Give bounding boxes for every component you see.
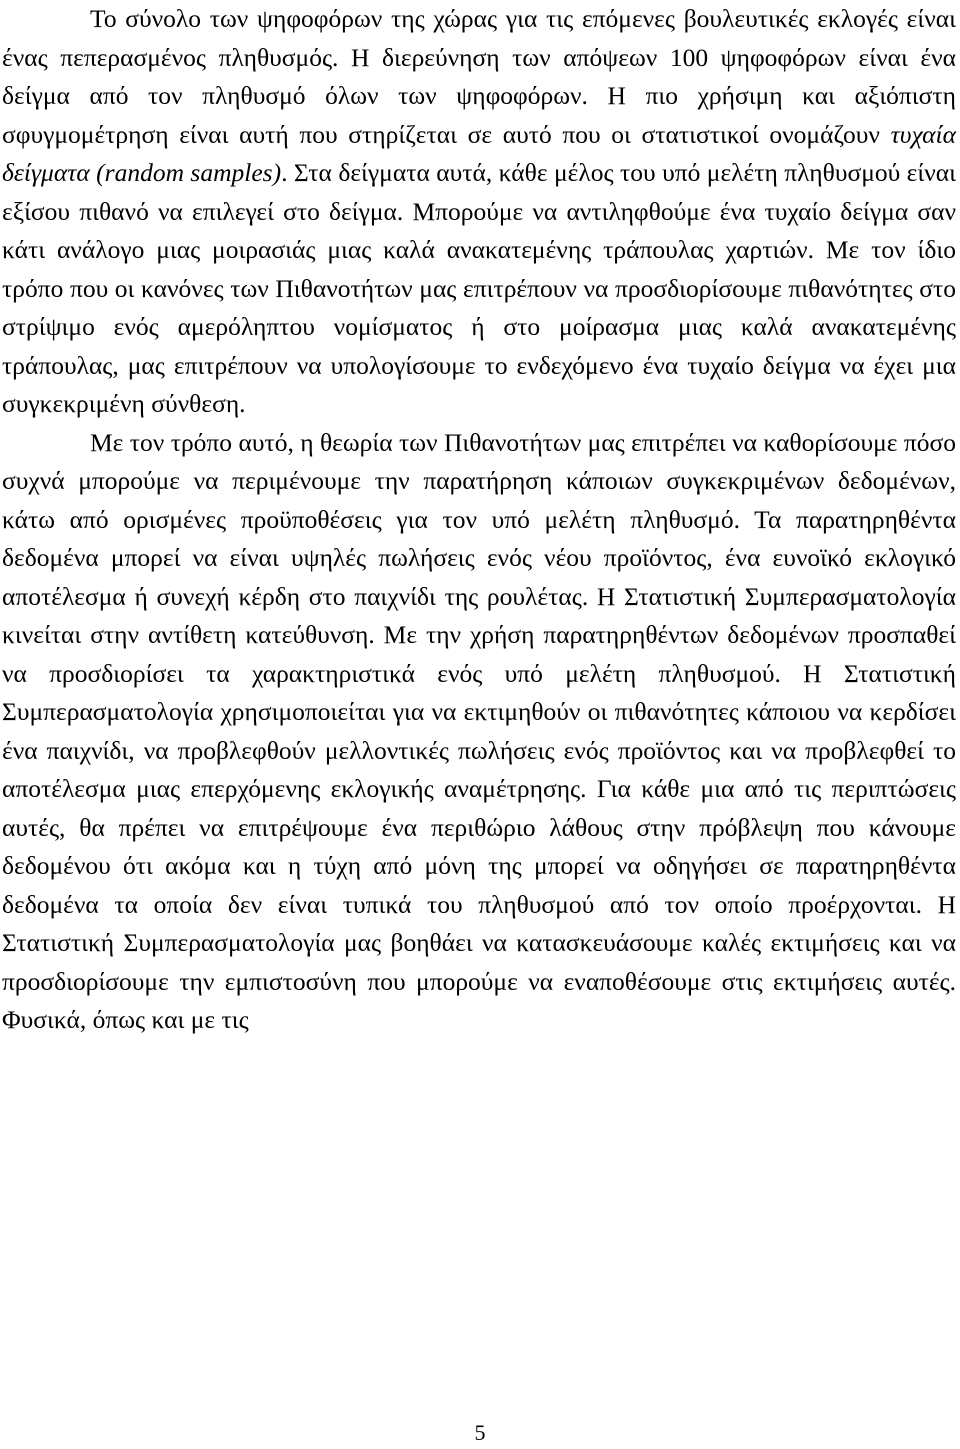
page-number: 5 [474,1420,486,1445]
document-page [2,0,956,1040]
paragraph-2: Με τον τρόπο αυτό, η θεωρία των Πιθανοτήτων μας επιτρέπει να καθορίσουμε πόσο συχνά μπορούμε να περιμένουμε την παρατήρηση κάποιων συγκεκριμένων δεδομένων, κάτω από ορισμένες προϋποθέσεις για τον υπό μελέτη πληθυσμό. Τα παρατηρηθέντα δεδομένα μπορεί να είναι υψηλές πωλήσεις ενός νέου προϊόντος, ένα ευνοϊκό εκλογικό αποτέλεσμα ή συνεχή κέρδη στο παιχνίδι της ρουλέτας. Η Στατιστική Συμπερασματολογία κινείται στην αντίθετη κατεύθυνση. Με την χρήση παρατηρηθέντων δεδομένων προσπαθεί να προσδιορίσει τα χαρακτηριστικά ενός υπό μελέτη πληθυσμού. Η Στατιστική Συμπερασματολογία χρησιμοποιείται για να εκτιμηθούν οι πιθανότητες κάποιου να κερδίσει ένα παιχνίδι, να προβλεφθούν μελλοντικές πωλήσεις ενός προϊόντος και να προβλεφθεί το αποτέλεσμα μιας επερχόμενης εκλογικής αναμέτρησης. Για κάθε μια από τις περιπτώσεις αυτές, θα πρέπει να επιτρέψουμε ένα περιθώριο λάθους στην πρόβλεψη που κάνουμε δεδομένου ότι ακόμα και η τύχη από μόνη της μπορεί να οδηγήσει σε παρατηρηθέντα δεδομένα τα οποία δεν είναι τυπικά του πληθυσμού από τον οποίο προέρχονται. Η Στατιστική Συμπερασματολογία μας βοηθάει να κατασκευάσουμε καλές εκτιμήσεις και να προσδιορίσουμε την εμπιστοσύνη που μπορούμε να εναποθέσουμε στις εκτιμήσεις αυτές. Φυσικά, όπως και με τις [2,427,956,1034]
paragraph-1-text-a: Το σύνολο των ψηφοφόρων της χώρας για τις επόμενες βουλευτικές εκλογές είναι ένας πεπερασμένος πληθυσμός. Η διερεύνηση των απόψεων 100 ψηφοφόρων είναι ένα δείγμα από τον πληθυσμό όλων των ψηφοφόρων. Η πιο χρήσιμη και αξιόπιστη σφυγμομέτρηση είναι αυτή που στηρίζεται σε αυτό που οι στατιστικοί ονομάζουν [2,4,956,149]
paragraph-1-text-b: . Στα δείγματα αυτά, κάθε μέλος του υπό μελέτη πληθυσμού είναι εξίσου πιθανό να επιλεγεί στο δείγμα. Μπορούμε να αντιληφθούμε ένα τυχαίο δείγμα σαν κάτι ανάλογο μιας μοιρασιάς μιας καλά ανακατεμένης τράπουλας χαρτιών. Με τον ίδιο τρόπο που οι κανόνες των Πιθανοτήτων μας επιτρέπουν να προσδιορίσουμε πιθανότητες στο στρίψιμο ενός αμερόληπτου νομίσματος ή στο μοίρασμα μιας καλά ανακατεμένης τράπουλας, μας επιτρέπουν να υπολογίσουμε το ενδεχόμενο ένα τυχαίο δείγμα να έχει μια συγκεκριμένη σύνθεση. [2,158,956,418]
paragraph-1 [2,0,956,424]
paragraph-1-italic-term: τυχαία δείγματα (random samples) [2,119,956,187]
